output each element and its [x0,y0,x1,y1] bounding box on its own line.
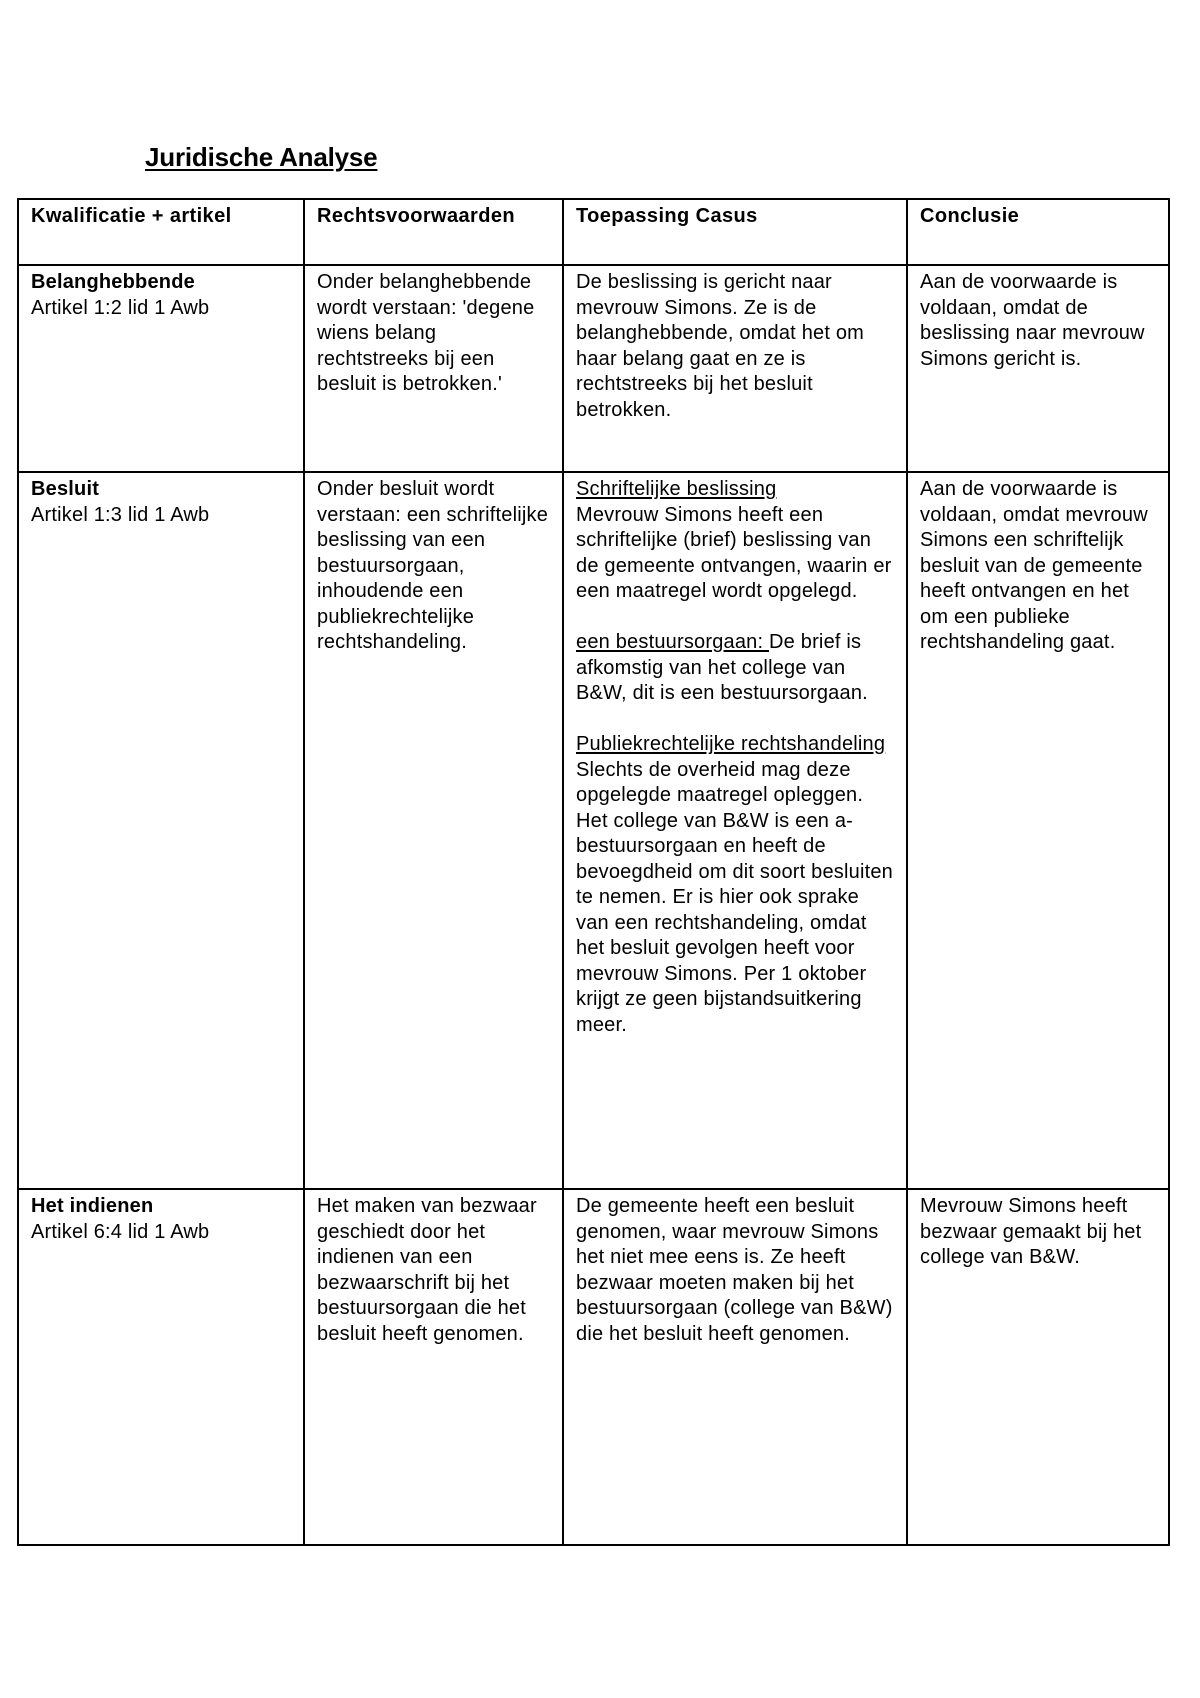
conclusion-cell: Aan de voorwaarde is voldaan, omdat mevrouw Simons een schriftelijk besluit van de gemeente heeft ontvangen en het om een publieke rechtshandeling gaat. [907,472,1169,1189]
conclusion-cell: Mevrouw Simons heeft bezwaar gemaakt bij het college van B&W. [907,1189,1169,1545]
subheading: Schriftelijke beslissing [576,478,777,500]
header-rechtsvoorwaarden: Rechtsvoorwaarden [304,199,563,265]
subheading: Publiekrechtelijke rechtshandeling [576,733,886,755]
table-header-row [18,199,1169,265]
header-conclusie: Conclusie [907,199,1169,265]
qualification-term: Belanghebbende [31,271,195,293]
qualification-cell [18,472,304,1189]
article-reference: Artikel 1:3 lid 1 Awb [31,503,210,526]
paragraph-text: Mevrouw Simons heeft een schriftelijke (brief) beslissing van de gemeente ontvangen, waarin er een maatregel wordt opgelegd. [576,503,892,602]
table-row [18,472,1169,1189]
qualification-term: Besluit [31,478,100,500]
paragraph-text: De brief is afkomstig van het college van B&W, dit is een bestuursorgaan. [576,631,868,704]
qualification-cell [18,265,304,472]
requirements-cell: Het maken van bezwaar geschiedt door het indienen van een bezwaarschrift bij het bestuursorgaan die het besluit heeft genomen. [304,1189,563,1545]
qualification-term: Het indienen [31,1195,154,1217]
requirements-cell: Onder belanghebbende wordt verstaan: 'degene wiens belang rechtstreeks bij een besluit is betrokken.' [304,265,563,472]
application-cell: De beslissing is gericht naar mevrouw Simons. Ze is de belanghebbende, omdat het om haar belang gaat en ze is rechtstreeks bij het besluit betrokken. [563,265,907,472]
application-cell [563,472,907,1189]
header-toepassing-casus: Toepassing Casus [563,199,907,265]
table-row [18,265,1169,472]
article-reference: Artikel 1:2 lid 1 Awb [31,296,210,319]
conclusion-cell: Aan de voorwaarde is voldaan, omdat de beslissing naar mevrouw Simons gericht is. [907,265,1169,472]
article-reference: Artikel 6:4 lid 1 Awb [31,1220,210,1243]
application-paragraph [576,477,894,605]
application-paragraph [576,630,894,707]
application-cell: De gemeente heeft een besluit genomen, waar mevrouw Simons het niet mee eens is. Ze heeft bezwaar moeten maken bij het bestuursorgaan (college van B&W) die het besluit heeft genomen. [563,1189,907,1545]
application-paragraph [576,732,894,1038]
page-title: Juridische Analyse [145,142,378,172]
header-kwalificatie: Kwalificatie + artikel [18,199,304,265]
paragraph-text: Slechts de overheid mag deze opgelegde maatregel opleggen. Het college van B&W is een a-bestuursorgaan en heeft de bevoegdheid om dit soort besluiten te nemen. Er is hier ook sprake van een rechtshandeling, omdat het besluit gevolgen heeft voor mevrouw Simons. Per 1 oktober krijgt ze geen bijstandsuitkering meer. [576,758,894,1036]
qualification-cell [18,1189,304,1545]
table-row [18,1189,1169,1545]
requirements-cell: Onder besluit wordt verstaan: een schriftelijke beslissing van een bestuursorgaan, inhoudende een publiekrechtelijke rechtshandeling. [304,472,563,1189]
analysis-table [17,198,1170,1546]
subheading: een bestuursorgaan: [576,631,770,653]
